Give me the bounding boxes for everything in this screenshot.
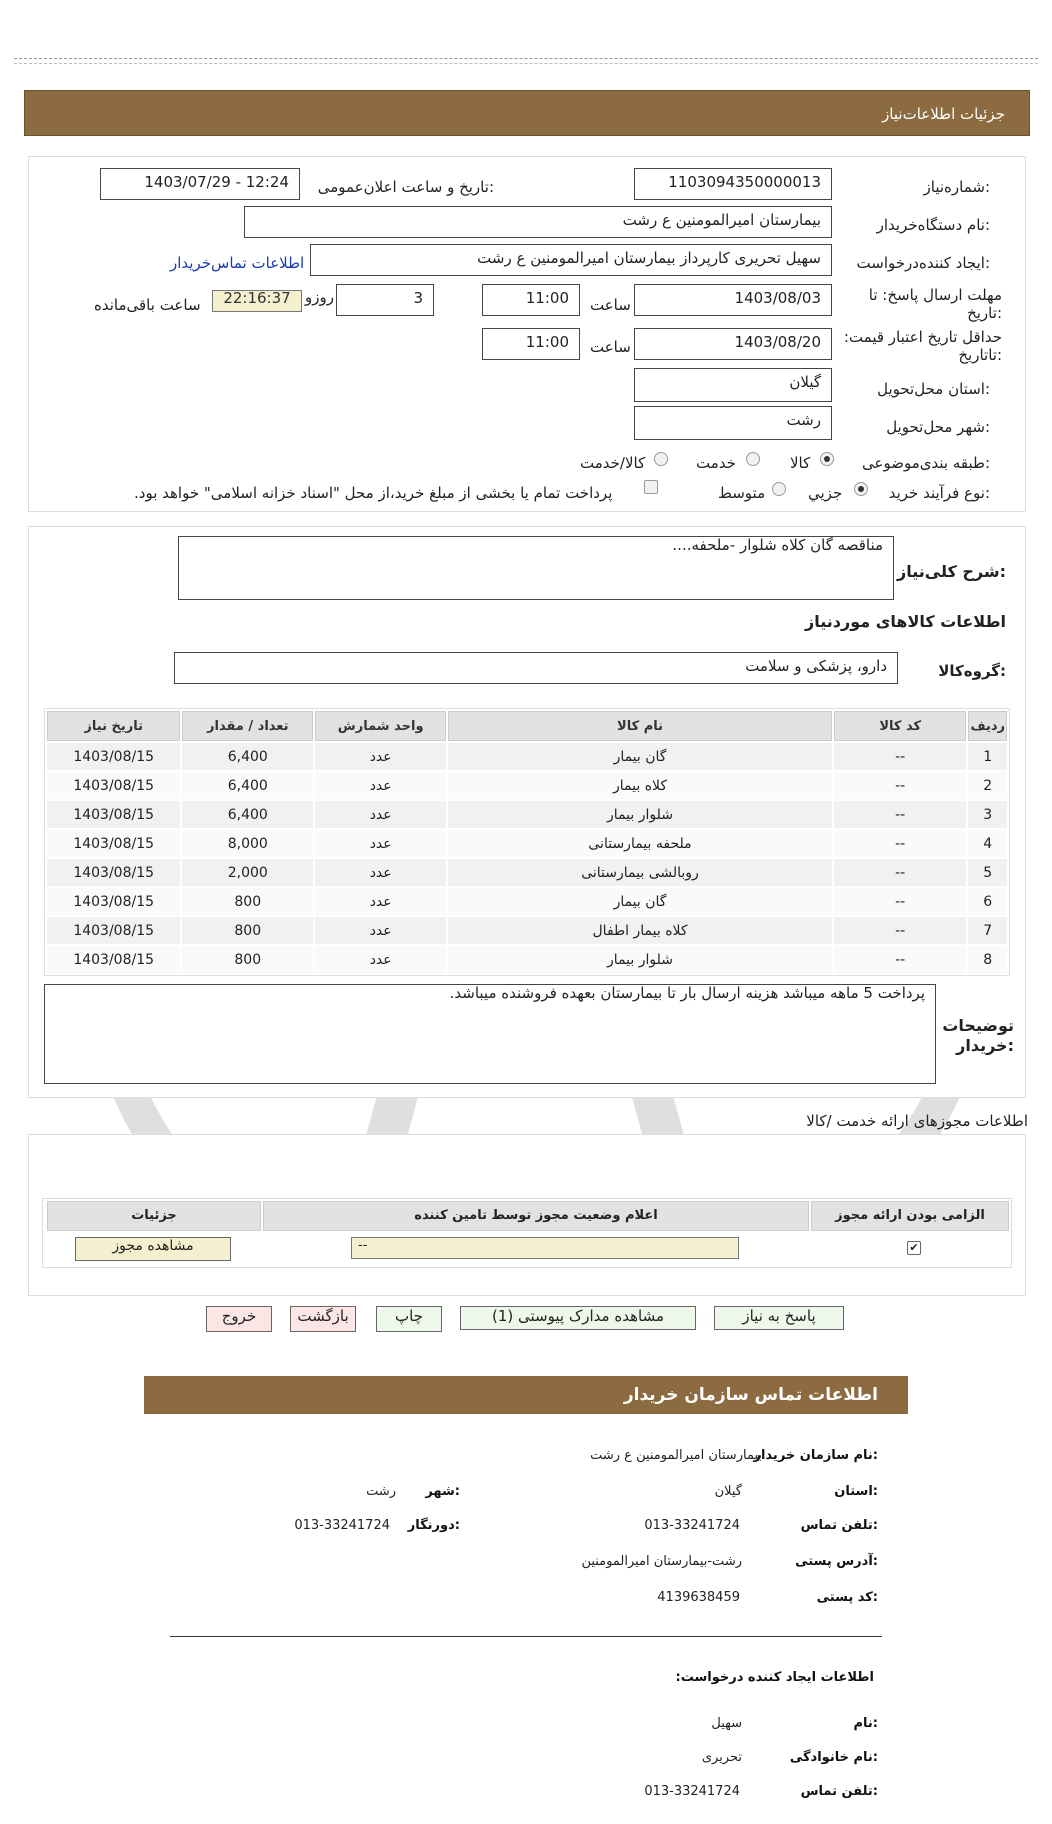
col-qty: تعداد / مقدار xyxy=(182,711,313,741)
row-index: 8 xyxy=(968,946,1007,973)
creator-field: سهیل تحریری کارپرداز بیمارستان امیرالمومنین ع رشت xyxy=(310,244,832,276)
row-unit: عدد xyxy=(315,801,446,828)
col-code: کد کالا xyxy=(834,711,967,741)
category-radio-goods[interactable] xyxy=(820,452,834,466)
contact-fax-label: دورنگار: xyxy=(407,1518,460,1533)
goods-table-header xyxy=(47,711,1007,741)
validity-label xyxy=(832,328,1002,364)
goods-group-field: دارو، پزشکی و سلامت xyxy=(174,652,898,684)
city-label: شهر محل‌تحویل: xyxy=(886,418,990,436)
contact-province-label: استان: xyxy=(834,1484,878,1499)
process-option-minor: جزیي xyxy=(808,484,843,502)
creator-info-title: اطلاعات ایجاد کننده درخواست: xyxy=(675,1670,874,1685)
respond-button[interactable]: پاسخ به نیاز xyxy=(714,1306,844,1330)
row-name: کلاه بیمار xyxy=(448,772,832,799)
row-index: 1 xyxy=(968,743,1007,770)
goods-group-label: گروه‌کالا: xyxy=(938,662,1006,680)
announce-field: 1403/07/29 - 12:24 xyxy=(100,168,300,200)
row-date: 1403/08/15 xyxy=(47,743,180,770)
row-unit: عدد xyxy=(315,946,446,973)
view-attachments-button[interactable]: مشاهده مدارک پیوستی (1) xyxy=(460,1306,696,1330)
buyer-notes-field: پرداخت 5 ماهه میباشد هزینه ارسال بار تا بیمارستان بعهده فروشنده میباشد. xyxy=(44,984,936,1084)
row-qty: 800 xyxy=(182,946,313,973)
row-name: گان بیمار xyxy=(448,743,832,770)
row-code: -- xyxy=(834,888,967,915)
contact-province-value: گیلان xyxy=(714,1484,742,1499)
description-field: مناقصه گان کلاه شلوار -ملحفه.... xyxy=(178,536,894,600)
permits-header-required xyxy=(811,1201,1009,1231)
row-date: 1403/08/15 xyxy=(47,859,180,886)
need-number-label: شماره‌نیاز: xyxy=(923,178,990,196)
permits-col-status: اعلام وضعیت مجوز توسط تامین کننده xyxy=(414,1208,658,1223)
deadline-time-field: 11:00 xyxy=(482,284,580,316)
validity-time-label: ساعت xyxy=(590,338,631,356)
contact-org-value: بیمارستان امیرالمومنین ع رشت xyxy=(590,1448,762,1463)
category-label: طبقه بندی‌موضوعی: xyxy=(862,454,990,472)
row-date: 1403/08/15 xyxy=(47,946,180,973)
row-index: 7 xyxy=(968,917,1007,944)
row-index: 3 xyxy=(968,801,1007,828)
days-field: 3 xyxy=(336,284,434,316)
creator-phone-value: 013-33241724 xyxy=(644,1784,740,1799)
contact-divider xyxy=(170,1636,882,1637)
page-header xyxy=(24,90,1030,136)
need-number-field: 1103094350000013 xyxy=(634,168,832,200)
row-qty: 6,400 xyxy=(182,801,313,828)
goods-section-title: اطلاعات کالاهای موردنیاز xyxy=(805,612,1006,631)
validity-date-field: 1403/08/20 xyxy=(634,328,832,360)
creator-name-value: سهیل xyxy=(711,1716,742,1731)
category-option-both: کالا/خدمت xyxy=(580,454,646,472)
buyer-contact-link[interactable]: اطلاعات تماس‌خریدار xyxy=(170,254,305,272)
row-qty: 8,000 xyxy=(182,830,313,857)
row-unit: عدد xyxy=(315,888,446,915)
permits-col-required: الزامی بودن ارائه مجوز xyxy=(835,1208,985,1223)
permit-required-checkbox[interactable]: ✔ xyxy=(907,1241,921,1255)
row-date: 1403/08/15 xyxy=(47,801,180,828)
process-radio-medium[interactable] xyxy=(772,482,786,496)
contact-fax-value: 013-33241724 xyxy=(294,1518,390,1533)
category-option-service: خدمت xyxy=(696,454,736,472)
row-name: گان بیمار xyxy=(448,888,832,915)
row-unit: عدد xyxy=(315,830,446,857)
view-permit-label: مشاهده مجوز xyxy=(112,1238,194,1254)
table-row xyxy=(47,917,1007,944)
row-code: -- xyxy=(834,743,967,770)
category-radio-service[interactable] xyxy=(746,452,760,466)
row-code: -- xyxy=(834,830,967,857)
contact-address-label: آدرس پستی: xyxy=(795,1554,878,1569)
row-date: 1403/08/15 xyxy=(47,888,180,915)
table-row xyxy=(47,801,1007,828)
buyer-notes-label-text: توضیحات خریدار: xyxy=(942,1016,1014,1055)
contact-phone-value: 013-33241724 xyxy=(644,1518,740,1533)
contact-phone-label: تلفن تماس: xyxy=(800,1518,878,1533)
validity-label-text: حداقل تاریخ اعتبار قیمت: تاتاریخ: xyxy=(843,328,1002,364)
permits-header-details xyxy=(47,1201,261,1231)
row-code: -- xyxy=(834,801,967,828)
print-button[interactable]: چاپ xyxy=(376,1306,442,1332)
permit-status-field[interactable] xyxy=(351,1237,739,1259)
contact-postal-value: 4139638459 xyxy=(657,1590,740,1605)
province-field: گیلان xyxy=(634,368,832,402)
row-name: روبالشی بیمارستانی xyxy=(448,859,832,886)
row-unit: عدد xyxy=(315,743,446,770)
goods-table-wrapper xyxy=(44,708,1010,976)
category-option-goods: کالا xyxy=(790,454,811,472)
row-name: کلاه بیمار اطفال xyxy=(448,917,832,944)
process-label: نوع فرآیند خرید: xyxy=(888,484,990,502)
row-qty: 6,400 xyxy=(182,772,313,799)
row-unit: عدد xyxy=(315,859,446,886)
buyer-field: بیمارستان امیرالمومنین ع رشت xyxy=(244,206,832,238)
exit-button[interactable]: خروج xyxy=(206,1306,272,1332)
remaining-time-display: 22:16:37 xyxy=(212,290,302,312)
col-unit: واحد شمارش xyxy=(315,711,446,741)
contact-header xyxy=(144,1376,908,1414)
row-index: 5 xyxy=(968,859,1007,886)
deadline-label-text: مهلت ارسال پاسخ: تا تاریخ: xyxy=(868,286,1002,322)
creator-label: ایجاد کننده‌درخواست: xyxy=(856,254,990,272)
row-name: شلوار بیمار xyxy=(448,946,832,973)
process-option-medium: متوسط xyxy=(718,484,766,502)
col-date: تاریخ نیاز xyxy=(47,711,180,741)
row-index: 6 xyxy=(968,888,1007,915)
contact-address-value: رشت-بیمارستان امیرالمومنین xyxy=(581,1554,742,1569)
row-qty: 6,400 xyxy=(182,743,313,770)
row-code: -- xyxy=(834,946,967,973)
top-divider xyxy=(14,58,1038,64)
announce-label: تاریخ و ساعت اعلان‌عمومی: xyxy=(317,178,494,196)
table-row xyxy=(47,946,1007,973)
description-label: شرح کلی‌نیاز: xyxy=(897,562,1006,581)
row-date: 1403/08/15 xyxy=(47,917,180,944)
permits-header-status xyxy=(263,1201,809,1231)
deadline-date-field: 1403/08/03 xyxy=(634,284,832,316)
buyer-label: نام دستگاه‌خریدار: xyxy=(876,216,990,234)
creator-phone-label: تلفن تماس: xyxy=(800,1784,878,1799)
row-index: 2 xyxy=(968,772,1007,799)
row-date: 1403/08/15 xyxy=(47,772,180,799)
table-row xyxy=(47,743,1007,770)
table-row xyxy=(47,772,1007,799)
page-title: جزئیات اطلاعات‌نیاز xyxy=(882,105,1005,123)
permits-table xyxy=(42,1198,1012,1268)
buyer-notes-label xyxy=(924,1016,1014,1056)
permits-title: اطلاعات مجوزهای ارائه خدمت /کالا xyxy=(806,1112,1028,1130)
deadline-time-label: ساعت xyxy=(590,296,631,314)
row-index: 4 xyxy=(968,830,1007,857)
col-row: ردیف xyxy=(968,711,1007,741)
validity-time-field: 11:00 xyxy=(482,328,580,360)
row-name: ملحفه بیمارستانی xyxy=(448,830,832,857)
creator-family-value: تحریری xyxy=(701,1750,742,1765)
col-name: نام کالا xyxy=(448,711,832,741)
contact-org-label: نام سازمان خریدار: xyxy=(753,1448,878,1463)
table-row xyxy=(47,830,1007,857)
row-date: 1403/08/15 xyxy=(47,830,180,857)
remaining-label: ساعت باقی‌مانده xyxy=(94,296,201,314)
province-label: استان محل‌تحویل: xyxy=(877,380,990,398)
treasury-payment-checkbox[interactable] xyxy=(644,480,658,494)
row-qty: 800 xyxy=(182,888,313,915)
process-radio-minor[interactable] xyxy=(854,482,868,496)
city-field: رشت xyxy=(634,406,832,440)
days-label: روزو xyxy=(305,288,334,306)
contact-postal-label: کد پستی: xyxy=(816,1590,878,1605)
table-row xyxy=(47,859,1007,886)
category-radio-both[interactable] xyxy=(654,452,668,466)
deadline-label xyxy=(852,286,1002,322)
contact-city-label: شهر: xyxy=(425,1484,460,1499)
row-code: -- xyxy=(834,859,967,886)
row-code: -- xyxy=(834,772,967,799)
row-name: شلوار بیمار xyxy=(448,801,832,828)
table-row xyxy=(47,888,1007,915)
treasury-payment-note: پرداخت تمام یا بخشی از مبلغ خرید،از محل "اسناد خزانه اسلامی" خواهد بود. xyxy=(134,484,613,502)
row-unit: عدد xyxy=(315,772,446,799)
row-qty: 2,000 xyxy=(182,859,313,886)
view-permit-button[interactable] xyxy=(75,1237,231,1261)
contact-city-value: رشت xyxy=(366,1484,396,1499)
back-button[interactable]: بازگشت xyxy=(290,1306,356,1332)
creator-family-label: نام خانوادگی: xyxy=(789,1750,878,1765)
creator-name-label: نام: xyxy=(853,1716,878,1731)
row-qty: 800 xyxy=(182,917,313,944)
goods-table-body xyxy=(47,743,1007,973)
permits-col-details: جزئیات xyxy=(131,1208,177,1223)
goods-table xyxy=(45,709,1009,975)
row-unit: عدد xyxy=(315,917,446,944)
row-code: -- xyxy=(834,917,967,944)
contact-title: اطلاعات تماس سازمان خریدار xyxy=(623,1385,878,1405)
permit-status-value: -- xyxy=(358,1238,368,1253)
